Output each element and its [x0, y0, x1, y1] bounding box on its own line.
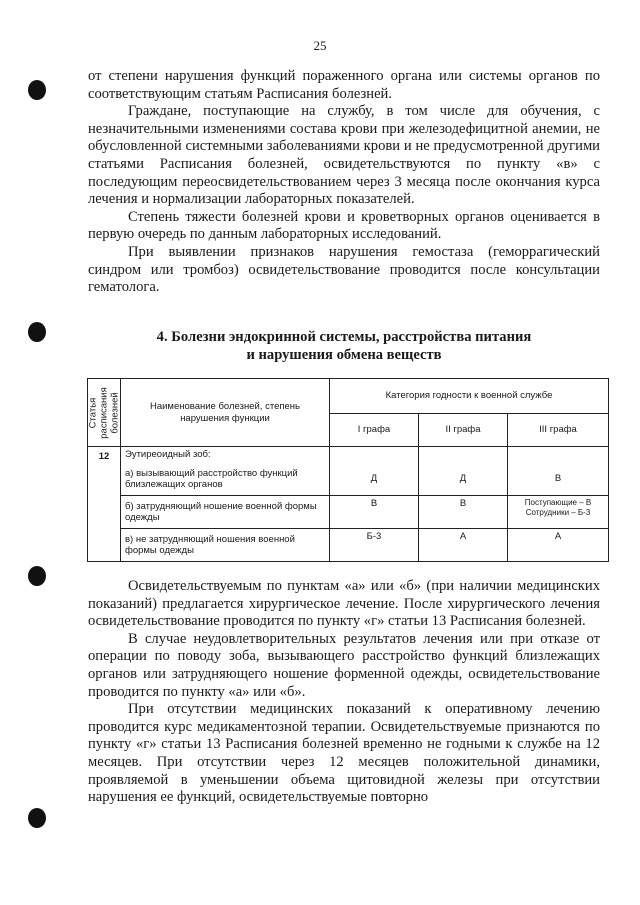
paragraph: При отсутствии медицинских показаний к оперативному лечению проводится курс медикаментозной терапии. Освидетельствуемые признаются по пункту «г» статьи 13 Расписания болезней временно не годными к службе на 12 месяцев. При отсутствии через 12 месяцев положительной динамики, проявляемой в уменьшении объема щитовидной железы при отсутствии нарушения ее функций, освидетельствуемые повторно — [88, 701, 600, 806]
row-c-g1: Б-3 — [330, 529, 419, 562]
fitness-category-table — [87, 378, 609, 562]
punch-hole-3 — [28, 566, 46, 586]
paragraph: В случае неудовлетворительных результатов лечения или при отказе от операции по поводу зоба, вызывающего расстройство функций близлежащих органов или затрудняющего ношение форменной одежды, освидетельствование проводится по пункту «а» или «б». — [88, 630, 600, 700]
row-a-g3: В — [508, 463, 609, 496]
row-a-name: а) вызывающий расстройство функций близлежащих органов — [121, 463, 330, 496]
section-heading-line1: 4. Болезни эндокринной системы, расстройства питания — [156, 329, 532, 345]
article-number: 12 — [88, 447, 121, 562]
row-b-g3-line2: Сотрудники – Б-3 — [525, 507, 591, 517]
header-disease-name: Наименование болезней, степень нарушения функции — [121, 379, 330, 447]
row-c-g3: А — [508, 529, 609, 562]
section-heading — [88, 329, 600, 364]
header-graph-1: I графа — [330, 414, 419, 447]
punch-hole-1 — [28, 80, 46, 100]
paragraph: от степени нарушения функций пораженного органа или системы органов по соответствующим статьям Расписания болезней. — [88, 68, 600, 102]
disease-title: Эутиреоидный зоб: — [121, 447, 330, 464]
paragraph: Граждане, поступающие на службу, в том числе для обучения, с незначительными изменениями состава крови при железодефицитной анемии, не обусловленной системными заболеваниями крови и не предусмотренной другими статьями Расписания болезней, освидетельствуются по пункту «в» с последующим переосвидетельствованием через 3 месяца после окончания курса лечения и нормализации лабораторных показателей. — [88, 103, 600, 208]
row-a-g2: Д — [419, 463, 508, 496]
row-b-name: б) затрудняющий ношение военной формы одежды — [121, 496, 330, 529]
row-c-g2: А — [419, 529, 508, 562]
section-heading-line2: и нарушения обмена веществ — [246, 346, 442, 363]
row-c-name: в) не затрудняющий ношения военной формы одежды — [121, 529, 330, 562]
paragraph: При выявлении признаков нарушения гемостаза (геморрагический синдром или тромбоз) освидетельствование проводится после консультации гематолога. — [88, 243, 600, 296]
row-b-g3 — [508, 496, 609, 529]
header-graph-2: II графа — [419, 414, 508, 447]
row-a-g1: Д — [330, 463, 419, 496]
header-article: Статья расписания болезней — [88, 379, 121, 447]
paragraph: Освидетельствуемым по пунктам «а» или «б» (при наличии медицинских показаний) предлагается хирургическое лечение. После хирургического лечения освидетельствование проводится по пункту «г» статьи 13 Расписания болезней. — [88, 578, 600, 630]
page-number: 25 — [313, 38, 327, 53]
top-paragraphs — [88, 68, 600, 297]
row-b-g3-line1: Поступающие – В — [524, 498, 592, 507]
header-category: Категория годности к военной службе — [330, 379, 609, 414]
row-b-g1: В — [330, 496, 419, 529]
punch-hole-4 — [28, 808, 46, 828]
row-b-g2: В — [419, 496, 508, 529]
bottom-paragraphs — [88, 578, 600, 807]
header-graph-3: III графа — [508, 414, 609, 447]
paragraph: Степень тяжести болезней крови и кроветворных органов оценивается в первую очередь по данным лабораторных исследований. — [88, 208, 600, 243]
punch-hole-2 — [28, 322, 46, 342]
